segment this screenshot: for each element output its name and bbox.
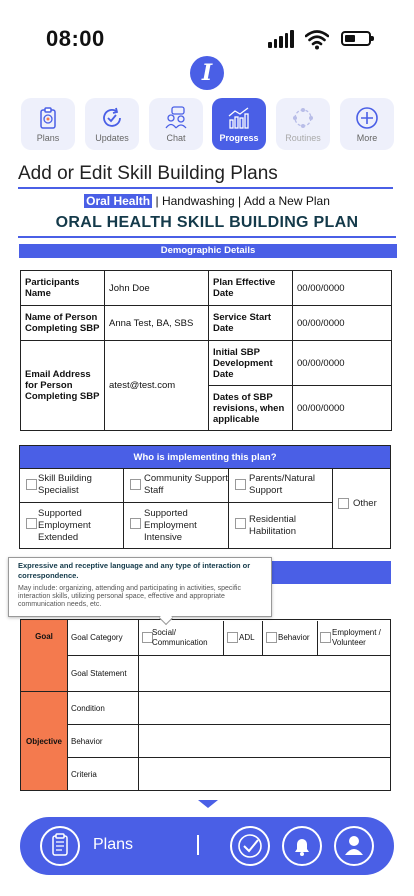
- checkbox-adl[interactable]: [227, 632, 238, 643]
- implementer-section: [19, 445, 391, 549]
- checkbox[interactable]: [235, 479, 246, 490]
- criteria-field[interactable]: [139, 758, 391, 791]
- plus-circle-icon: [355, 106, 379, 130]
- tab-label: Chat: [166, 133, 186, 143]
- notifications-button[interactable]: [282, 826, 322, 866]
- checkbox-employment-volunteer[interactable]: [320, 632, 331, 643]
- option-supported-employment-extended[interactable]: [20, 503, 124, 549]
- option-label: Parents/Natural Support: [249, 473, 316, 496]
- plan-effective-date-value[interactable]: 00/00/0000: [293, 271, 392, 306]
- status-time: 08:00: [46, 26, 105, 51]
- goal-statement-field[interactable]: [139, 656, 391, 692]
- tooltip-heading: Expressive and receptive language and any type of interaction or correspondence.: [18, 561, 251, 580]
- tab-updates[interactable]: [85, 98, 139, 150]
- divider: [18, 236, 396, 238]
- demographics-table: [20, 270, 392, 431]
- option-label: Residential Habilitation: [249, 514, 296, 537]
- behavior-field[interactable]: [139, 725, 391, 758]
- goal-label: Goal: [21, 620, 68, 692]
- category-employment-volunteer: Employment / Volunteer: [332, 627, 381, 647]
- goal-statement-label: Goal Statement: [68, 656, 139, 692]
- initial-sbp-date-value[interactable]: 00/00/0000: [293, 341, 392, 386]
- check-circle-icon: [230, 826, 270, 866]
- chat-people-icon: [164, 106, 188, 130]
- plans-button[interactable]: [40, 826, 80, 866]
- category-tooltip: [8, 557, 272, 617]
- tab-plans[interactable]: [21, 98, 75, 150]
- tab-label: Updates: [95, 133, 129, 143]
- option-label: Supported Employment Extended: [38, 508, 91, 543]
- service-start-date-value[interactable]: 00/00/0000: [293, 306, 392, 341]
- bottom-bar-label: Plans: [93, 836, 134, 853]
- participant-name-value[interactable]: John Doe: [105, 271, 209, 306]
- breadcrumb-oral-health[interactable]: Oral Health: [86, 194, 151, 208]
- behavior-label: Behavior: [68, 725, 139, 758]
- option-other[interactable]: [333, 469, 390, 549]
- option-label: Supported Employment Intensive: [144, 508, 197, 543]
- checkbox[interactable]: [26, 479, 37, 490]
- goal-objective-table: [20, 619, 391, 791]
- bell-icon: [282, 826, 322, 866]
- option-label: Other: [353, 498, 377, 509]
- plan-title: ORAL HEALTH SKILL BUILDING PLAN: [55, 214, 359, 231]
- demographic-details-header: Demographic Details: [19, 244, 397, 258]
- status-bar: [0, 0, 414, 60]
- option-skill-building-specialist[interactable]: [20, 469, 124, 503]
- profile-button[interactable]: [334, 826, 374, 866]
- app-logo: I: [190, 56, 224, 90]
- divider: [18, 187, 393, 189]
- routine-cycle-icon: [291, 106, 315, 130]
- checkbox-behavior[interactable]: [266, 632, 277, 643]
- user-icon: [334, 826, 374, 866]
- battery-icon: [341, 31, 371, 46]
- goal-section-header: [272, 561, 391, 584]
- revision-dates-value[interactable]: 00/00/0000: [293, 386, 392, 431]
- tab-label: Progress: [219, 133, 259, 143]
- option-residential-habilitation[interactable]: [229, 503, 333, 549]
- checkbox[interactable]: [338, 498, 349, 509]
- category-adl: ADL: [239, 632, 255, 642]
- check-button[interactable]: [230, 826, 270, 866]
- option-label: Skill Building Specialist: [38, 473, 92, 496]
- cellular-signal-icon: [268, 30, 294, 48]
- bottom-bar-divider: [197, 835, 199, 855]
- completer-name-value[interactable]: Anna Test, BA, SBS: [105, 306, 209, 341]
- option-supported-employment-intensive[interactable]: [124, 503, 229, 549]
- breadcrumb-add-new-plan[interactable]: Add a New Plan: [243, 194, 330, 208]
- tab-routines[interactable]: [276, 98, 330, 150]
- option-parents-natural-support[interactable]: [229, 469, 333, 503]
- initial-sbp-date-label: Initial SBP Development Date: [209, 341, 293, 386]
- tab-label: Plans: [36, 133, 60, 143]
- objective-label: Objective: [21, 692, 68, 791]
- condition-label: Condition: [68, 692, 139, 725]
- breadcrumb-separator: |: [238, 194, 242, 208]
- implementer-header: Who is implementing this plan?: [20, 446, 390, 469]
- category-behavior: Behavior: [278, 632, 310, 642]
- tooltip-body: May include: organizing, attending and participating in activities, specific interaction skills, utilizing personal space, effective and appropriate communication needs, etc.: [18, 585, 241, 608]
- option-community-support-staff[interactable]: [124, 469, 229, 503]
- tab-label: Routines: [285, 133, 321, 143]
- tab-more[interactable]: [340, 98, 394, 150]
- page-title: Add or Edit Skill Building Plans: [18, 163, 278, 184]
- email-value[interactable]: atest@test.com: [105, 341, 209, 431]
- wifi-icon: [305, 28, 329, 50]
- scroll-down-indicator[interactable]: [198, 800, 218, 808]
- criteria-label: Criteria: [68, 758, 139, 791]
- tab-label: More: [356, 133, 378, 143]
- checkbox[interactable]: [235, 518, 246, 529]
- refresh-check-icon: [100, 106, 124, 130]
- top-tab-bar: [21, 98, 395, 150]
- bar-chart-icon: [227, 106, 251, 130]
- tab-progress[interactable]: [212, 98, 266, 150]
- checkbox[interactable]: [130, 479, 141, 490]
- clipboard-icon: [36, 106, 60, 130]
- checkbox[interactable]: [26, 518, 37, 529]
- email-label: Email Address for Person Completing SBP: [21, 341, 105, 431]
- participant-name-label: Participants Name: [21, 271, 105, 306]
- plan-effective-date-label: Plan Effective Date: [209, 271, 293, 306]
- condition-field[interactable]: [139, 692, 391, 725]
- tab-chat[interactable]: [149, 98, 203, 150]
- goal-category-label: Goal Category: [68, 620, 139, 656]
- category-social-communication: Social/ Communication: [152, 627, 208, 647]
- revision-dates-label: Dates of SBP revisions, when applicable: [209, 386, 293, 431]
- option-label: Community Support Staff: [144, 473, 228, 496]
- service-start-date-label: Service Start Date: [209, 306, 293, 341]
- goal-category-options: [139, 621, 390, 655]
- clipboard-list-icon: [40, 826, 80, 866]
- breadcrumb-separator: |: [155, 194, 159, 208]
- breadcrumb-handwashing[interactable]: Handwashing: [161, 194, 235, 208]
- bottom-nav-bar: [20, 817, 394, 875]
- checkbox[interactable]: [130, 518, 141, 529]
- breadcrumb: [0, 194, 414, 208]
- completer-name-label: Name of Person Completing SBP: [21, 306, 105, 341]
